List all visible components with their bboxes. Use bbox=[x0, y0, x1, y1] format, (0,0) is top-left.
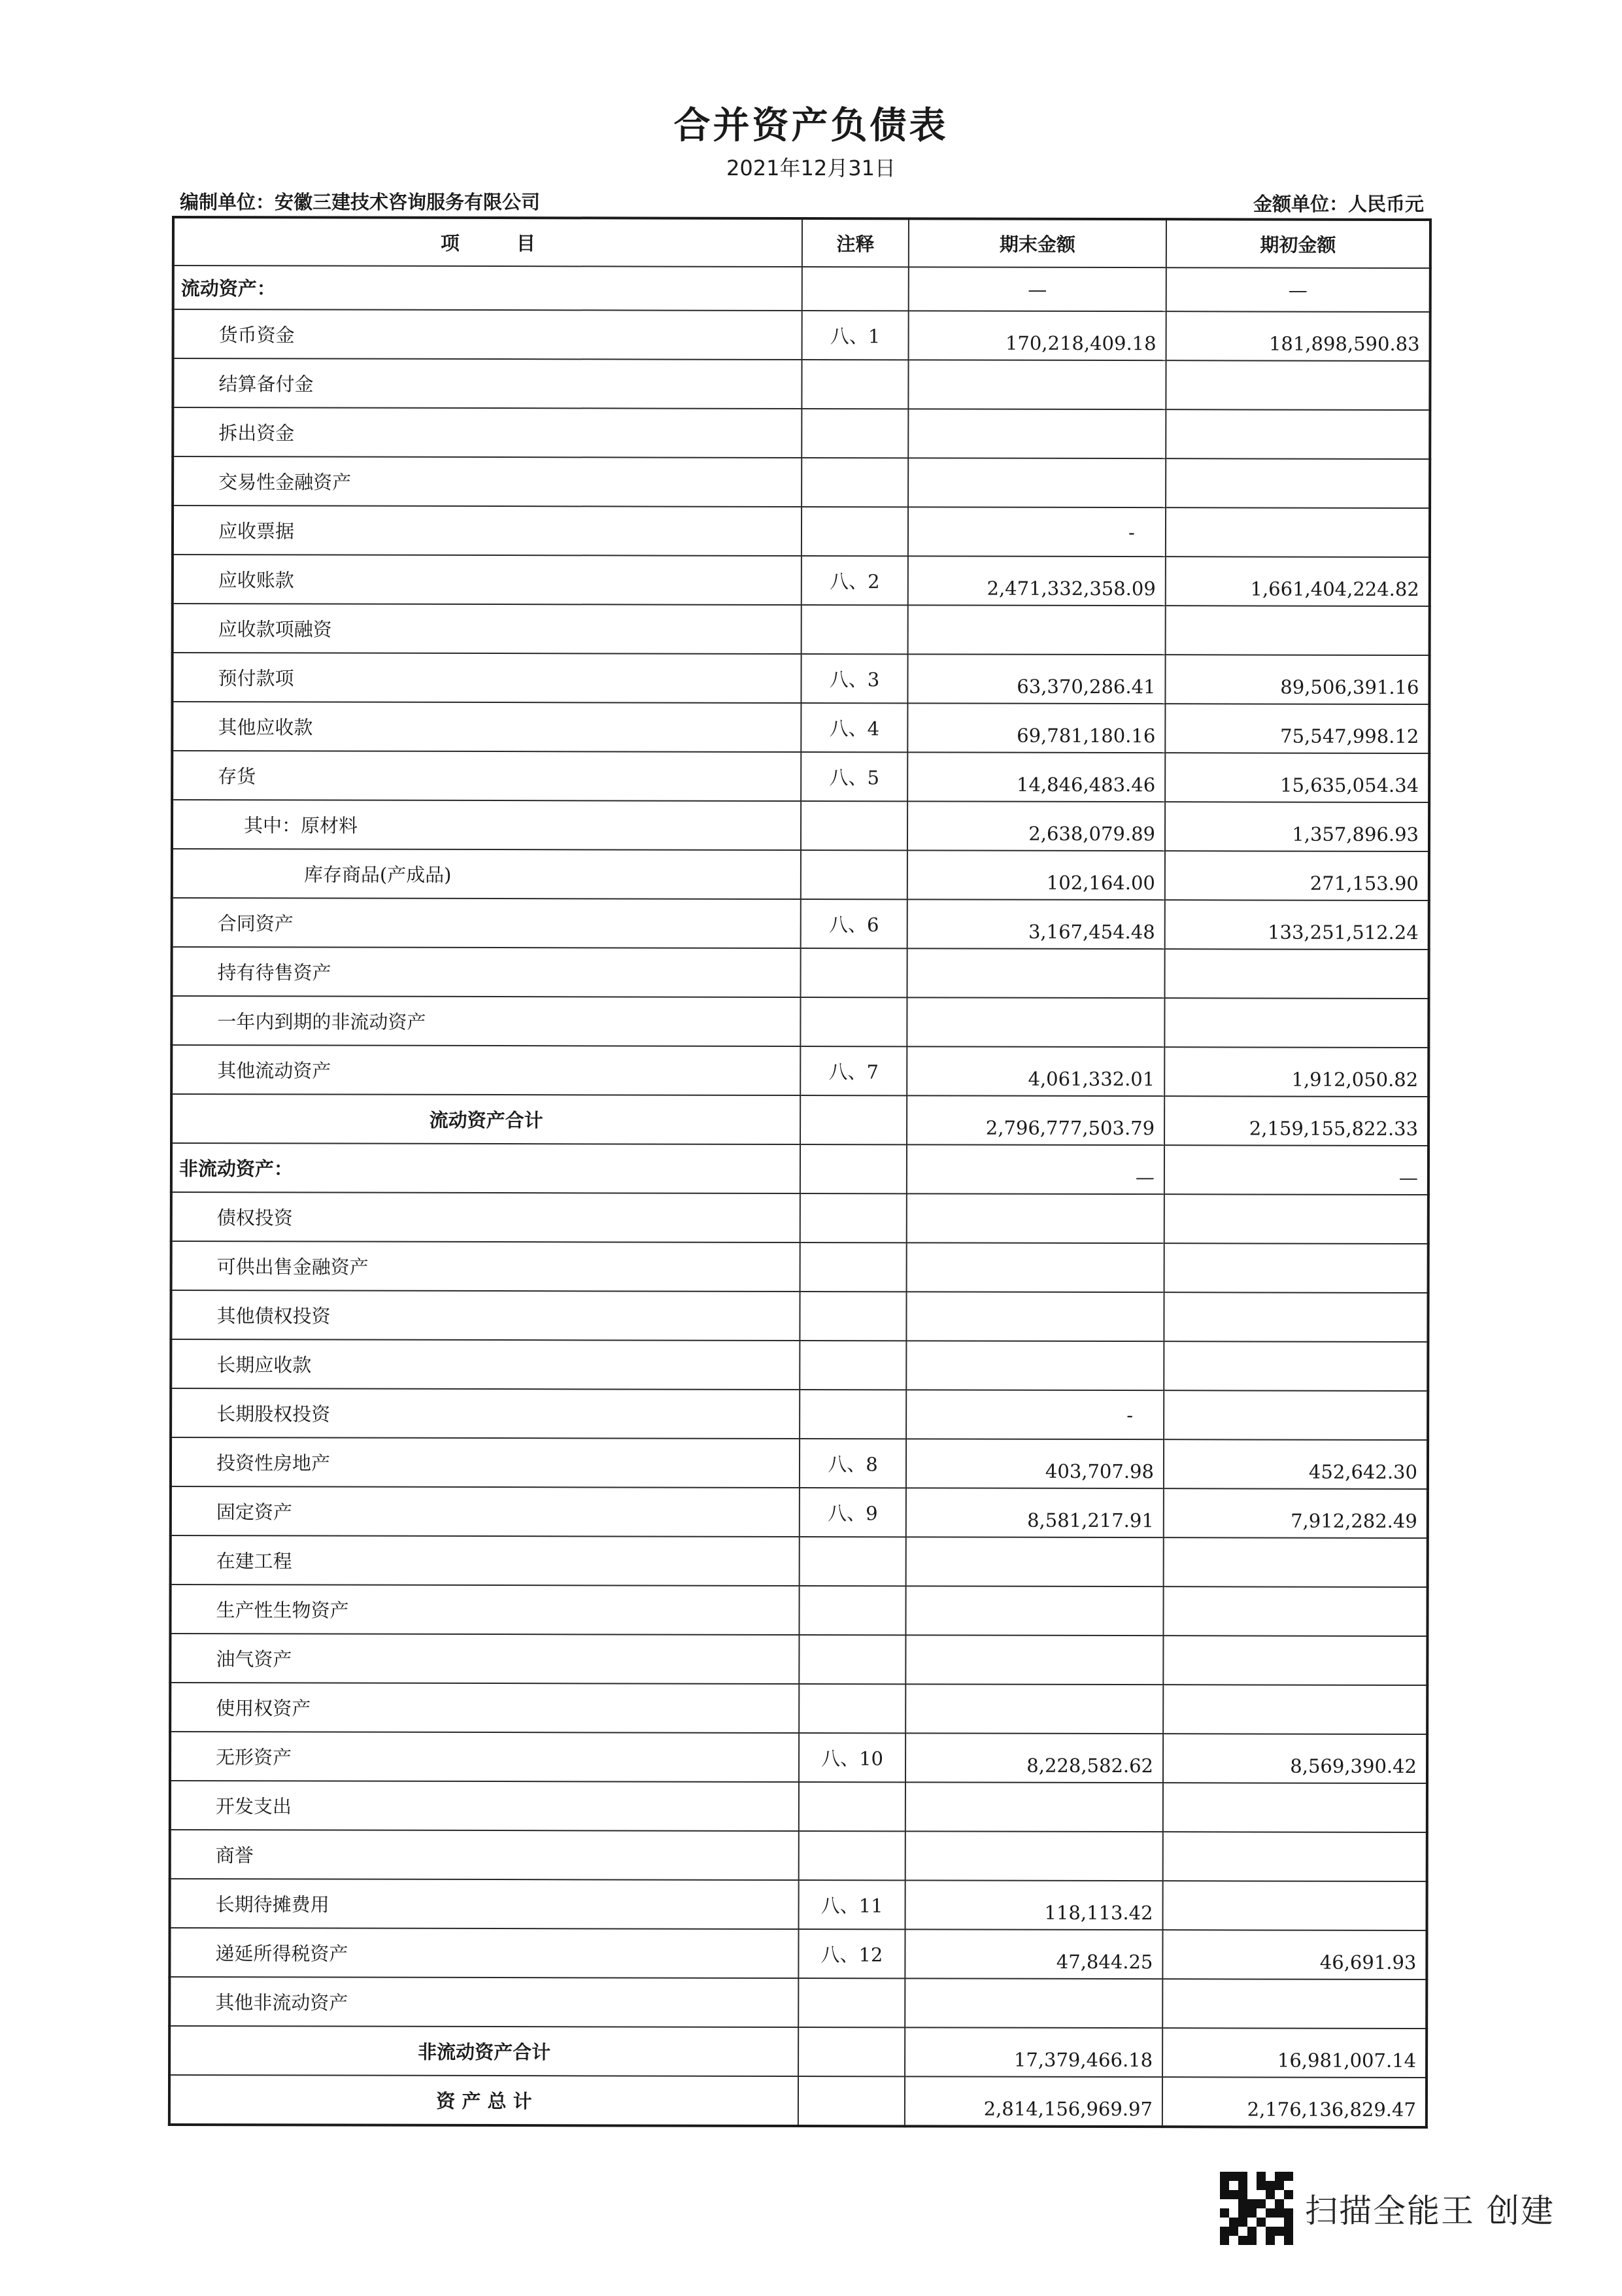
row-end-amount bbox=[908, 605, 1166, 655]
row-note: 八、2 bbox=[802, 556, 908, 605]
table-row bbox=[172, 947, 1429, 999]
table-row bbox=[171, 1241, 1428, 1293]
row-end-amount bbox=[906, 1292, 1164, 1341]
row-begin-amount bbox=[1164, 1243, 1428, 1293]
row-begin-amount bbox=[1163, 1636, 1427, 1685]
row-item-label: 合同资产 bbox=[172, 898, 801, 948]
row-begin-amount bbox=[1164, 998, 1428, 1048]
table-row bbox=[173, 505, 1430, 557]
row-item-label: 结算备付金 bbox=[173, 358, 802, 409]
table-row bbox=[172, 653, 1429, 704]
row-begin-amount: 8,569,390.42 bbox=[1163, 1734, 1427, 1783]
row-item-label: 其他非流动资产 bbox=[169, 1977, 798, 2027]
row-end-amount bbox=[907, 948, 1164, 998]
table-row bbox=[173, 456, 1430, 508]
row-note bbox=[802, 458, 908, 507]
row-begin-amount bbox=[1163, 1783, 1427, 1832]
row-end-amount: 8,581,217.91 bbox=[906, 1488, 1164, 1537]
row-note bbox=[800, 1537, 906, 1586]
row-note bbox=[798, 2027, 905, 2076]
column-header-end-amount: 期末金额 bbox=[909, 218, 1166, 267]
row-end-amount: - bbox=[908, 507, 1166, 557]
row-begin-amount: 46,691.93 bbox=[1162, 1930, 1427, 1979]
currency-unit: 金额单位：人民币元 bbox=[1253, 193, 1424, 215]
row-begin-amount bbox=[1164, 949, 1428, 999]
table-row bbox=[169, 1928, 1427, 1979]
row-note bbox=[798, 2076, 905, 2126]
row-begin-amount bbox=[1163, 1881, 1427, 1930]
row-note bbox=[800, 1242, 907, 1292]
table-row bbox=[173, 358, 1430, 410]
row-end-amount: 102,164.00 bbox=[907, 850, 1165, 900]
row-note: 八、8 bbox=[800, 1439, 906, 1488]
row-end-amount: 69,781,180.16 bbox=[907, 703, 1165, 753]
row-end-amount: 47,844.25 bbox=[905, 1929, 1162, 1979]
table-row bbox=[171, 1437, 1428, 1489]
row-begin-amount: 2,159,155,822.33 bbox=[1164, 1096, 1428, 1146]
row-item-label: 预付款项 bbox=[172, 653, 801, 703]
table-row bbox=[172, 849, 1429, 900]
row-begin-amount: 1,912,050.82 bbox=[1164, 1047, 1428, 1097]
row-end-amount bbox=[906, 1537, 1164, 1586]
row-end-amount: 2,638,079.89 bbox=[907, 801, 1165, 851]
row-note bbox=[802, 360, 908, 409]
row-end-amount: 2,814,156,969.97 bbox=[905, 2076, 1162, 2127]
table-row bbox=[172, 800, 1429, 851]
row-item-label: 油气资产 bbox=[170, 1634, 799, 1684]
row-end-amount bbox=[907, 997, 1164, 1047]
table-row bbox=[171, 1535, 1428, 1587]
row-begin-amount bbox=[1164, 1292, 1428, 1342]
row-item-label: 应收票据 bbox=[173, 505, 802, 556]
row-item-label: 债权投资 bbox=[171, 1192, 800, 1242]
row-end-amount bbox=[907, 1193, 1164, 1243]
table-row bbox=[171, 1192, 1428, 1244]
column-header-note: 注释 bbox=[802, 218, 909, 267]
row-begin-amount: 1,661,404,224.82 bbox=[1166, 557, 1430, 606]
row-end-amount bbox=[905, 1782, 1163, 1832]
row-item-label: 库存商品(产成品) bbox=[172, 849, 801, 899]
row-item-label: 拆出资金 bbox=[173, 407, 802, 458]
row-begin-amount bbox=[1164, 1390, 1428, 1440]
table-row bbox=[171, 996, 1428, 1048]
row-note bbox=[800, 997, 907, 1046]
row-note bbox=[800, 1193, 907, 1242]
row-item-label: 应收账款 bbox=[173, 555, 802, 605]
row-end-amount: — bbox=[907, 1144, 1164, 1194]
table-row bbox=[170, 1683, 1427, 1734]
table-row bbox=[170, 1732, 1427, 1783]
row-note bbox=[800, 948, 907, 997]
table-row bbox=[171, 1290, 1428, 1342]
row-item-label: 其他应收款 bbox=[172, 702, 801, 752]
row-end-amount bbox=[905, 1635, 1163, 1685]
row-begin-amount bbox=[1163, 1586, 1427, 1636]
row-begin-amount bbox=[1163, 1685, 1427, 1734]
row-item-label: 长期股权投资 bbox=[171, 1388, 800, 1439]
balance-sheet-table bbox=[168, 216, 1432, 2129]
row-item-label: 一年内到期的非流动资产 bbox=[171, 996, 800, 1046]
row-note bbox=[799, 1782, 905, 1831]
row-begin-amount bbox=[1164, 1194, 1428, 1244]
row-end-amount: 14,846,483.46 bbox=[907, 752, 1165, 802]
row-begin-amount: 271,153.90 bbox=[1165, 851, 1429, 900]
row-end-amount: 170,218,409.18 bbox=[909, 311, 1166, 360]
qr-code-icon bbox=[1220, 2172, 1293, 2245]
table-row bbox=[173, 266, 1430, 312]
row-item-label: 其他债权投资 bbox=[171, 1290, 800, 1341]
row-note bbox=[802, 267, 909, 311]
row-begin-amount bbox=[1166, 409, 1430, 459]
row-item-label: 长期待摊费用 bbox=[170, 1879, 799, 1929]
row-begin-amount: 16,981,007.14 bbox=[1162, 2028, 1427, 2078]
row-end-amount bbox=[907, 1242, 1164, 1292]
row-item-label: 在建工程 bbox=[171, 1535, 800, 1586]
table-row bbox=[169, 2026, 1427, 2078]
row-note: 八、4 bbox=[801, 703, 907, 752]
row-item-label: 流动资产： bbox=[173, 266, 802, 311]
row-note bbox=[802, 605, 908, 654]
row-begin-amount bbox=[1166, 606, 1430, 655]
row-item-label: 持有待售资产 bbox=[172, 947, 801, 997]
row-note: 八、5 bbox=[801, 752, 907, 801]
table-row bbox=[173, 407, 1430, 459]
table-row bbox=[170, 1585, 1427, 1636]
row-begin-amount bbox=[1164, 1341, 1428, 1391]
row-note: 八、10 bbox=[799, 1733, 905, 1782]
row-begin-amount bbox=[1164, 1537, 1428, 1587]
row-item-label: 商誉 bbox=[170, 1830, 799, 1880]
table-row bbox=[170, 1634, 1427, 1685]
row-item-label: 应收款项融资 bbox=[173, 604, 802, 654]
row-note bbox=[800, 1144, 907, 1193]
row-end-amount bbox=[908, 458, 1166, 507]
row-note bbox=[799, 1635, 905, 1684]
column-header-item: 项 目 bbox=[173, 217, 802, 267]
table-row bbox=[171, 1339, 1428, 1391]
column-header-begin-amount: 期初金额 bbox=[1166, 219, 1430, 268]
row-begin-amount: 181,898,590.83 bbox=[1166, 311, 1430, 361]
row-item-label: 长期应收款 bbox=[171, 1339, 800, 1390]
row-end-amount: 3,167,454.48 bbox=[907, 899, 1165, 949]
row-begin-amount: 2,176,136,829.47 bbox=[1162, 2077, 1427, 2127]
table-row bbox=[171, 1486, 1428, 1538]
table-row bbox=[172, 898, 1429, 950]
table-header-row bbox=[173, 217, 1430, 268]
row-begin-amount bbox=[1166, 360, 1430, 410]
row-note bbox=[798, 1978, 905, 2027]
table-row bbox=[169, 1977, 1427, 2029]
row-note bbox=[802, 409, 908, 458]
row-item-label: 货币资金 bbox=[173, 309, 802, 360]
row-item-label: 其中：原材料 bbox=[172, 800, 801, 850]
row-note bbox=[800, 1095, 907, 1144]
row-end-amount bbox=[905, 1978, 1162, 2028]
row-item-label: 交易性金融资产 bbox=[173, 456, 802, 507]
row-end-amount: - bbox=[906, 1390, 1164, 1439]
row-note: 八、9 bbox=[800, 1488, 906, 1537]
row-begin-amount: 1,357,896.93 bbox=[1165, 802, 1429, 851]
row-begin-amount: 7,912,282.49 bbox=[1164, 1488, 1428, 1538]
row-end-amount: 63,370,286.41 bbox=[907, 654, 1165, 704]
row-note bbox=[799, 1831, 905, 1880]
row-end-amount: 403,707.98 bbox=[906, 1439, 1164, 1488]
row-end-amount: 17,379,466.18 bbox=[905, 2027, 1162, 2077]
row-note: 八、1 bbox=[802, 311, 909, 360]
row-end-amount bbox=[908, 409, 1166, 458]
row-end-amount: 2,471,332,358.09 bbox=[908, 556, 1166, 606]
row-end-amount bbox=[905, 1684, 1163, 1734]
row-begin-amount: 75,547,998.12 bbox=[1165, 704, 1429, 753]
row-begin-amount bbox=[1166, 458, 1430, 508]
row-note bbox=[799, 1586, 905, 1635]
row-end-amount: 8,228,582.62 bbox=[905, 1733, 1163, 1783]
table-row bbox=[170, 1879, 1427, 1930]
row-end-amount bbox=[906, 1341, 1164, 1390]
row-end-amount: 4,061,332.01 bbox=[907, 1046, 1164, 1096]
row-begin-amount bbox=[1166, 507, 1430, 557]
row-item-label: 开发支出 bbox=[170, 1781, 799, 1831]
row-item-label: 固定资产 bbox=[171, 1486, 800, 1537]
row-note bbox=[800, 1292, 906, 1341]
row-begin-amount bbox=[1162, 1979, 1427, 2029]
row-item-label: 流动资产合计 bbox=[171, 1094, 800, 1144]
row-end-amount bbox=[908, 360, 1166, 409]
table-row bbox=[170, 1781, 1427, 1832]
table-row bbox=[170, 1830, 1427, 1881]
table-row bbox=[173, 604, 1430, 655]
row-begin-amount: 15,635,054.34 bbox=[1165, 753, 1429, 802]
row-item-label: 无形资产 bbox=[170, 1732, 799, 1782]
row-end-amount: 2,796,777,503.79 bbox=[907, 1095, 1164, 1145]
row-note bbox=[800, 1341, 906, 1390]
row-item-label: 使用权资产 bbox=[170, 1683, 799, 1733]
row-item-label: 可供出售金融资产 bbox=[171, 1241, 800, 1292]
row-item-label: 投资性房地产 bbox=[171, 1437, 800, 1488]
row-item-label: 资 产 总 计 bbox=[169, 2075, 798, 2126]
table-row bbox=[171, 1388, 1428, 1440]
row-item-label: 非流动资产： bbox=[171, 1143, 800, 1193]
row-begin-amount: — bbox=[1166, 267, 1430, 312]
row-begin-amount: 89,506,391.16 bbox=[1165, 655, 1429, 704]
row-item-label: 生产性生物资产 bbox=[170, 1585, 799, 1635]
row-item-label: 其他流动资产 bbox=[171, 1045, 800, 1095]
preparing-entity: 编制单位：安徽三建技术咨询服务有限公司 bbox=[180, 191, 541, 213]
row-note: 八、3 bbox=[801, 654, 907, 703]
row-note bbox=[802, 507, 908, 556]
scanner-watermark bbox=[1220, 2169, 1555, 2248]
row-note: 八、12 bbox=[798, 1929, 905, 1978]
row-begin-amount bbox=[1163, 1832, 1427, 1881]
table-row bbox=[173, 555, 1430, 606]
row-note: 八、7 bbox=[800, 1046, 907, 1095]
row-begin-amount: 452,642.30 bbox=[1164, 1439, 1428, 1489]
row-end-amount bbox=[905, 1831, 1163, 1881]
row-end-amount: — bbox=[909, 267, 1166, 311]
row-item-label: 存货 bbox=[172, 751, 801, 801]
row-note: 八、11 bbox=[799, 1880, 905, 1929]
table-row bbox=[169, 2075, 1427, 2127]
table-row bbox=[171, 1094, 1428, 1146]
row-note bbox=[800, 1390, 906, 1439]
table-row bbox=[173, 309, 1430, 361]
row-note bbox=[801, 850, 907, 899]
report-date: 2021年12月31日 bbox=[726, 156, 896, 180]
row-begin-amount: — bbox=[1164, 1145, 1428, 1195]
table-row bbox=[172, 751, 1429, 802]
row-item-label: 非流动资产合计 bbox=[169, 2026, 798, 2076]
row-note: 八、6 bbox=[801, 899, 907, 948]
row-item-label: 递延所得税资产 bbox=[169, 1928, 798, 1978]
table-row bbox=[171, 1045, 1428, 1097]
table-row bbox=[172, 702, 1429, 753]
scanner-brand: 扫描全能王 创建 bbox=[1305, 2192, 1555, 2230]
row-end-amount: 118,113.42 bbox=[905, 1880, 1163, 1930]
row-note bbox=[801, 801, 907, 850]
row-note bbox=[799, 1684, 905, 1733]
table-row bbox=[171, 1143, 1428, 1195]
row-end-amount bbox=[905, 1586, 1163, 1636]
row-begin-amount: 133,251,512.24 bbox=[1165, 900, 1429, 950]
page-title: 合并资产负债表 bbox=[673, 105, 949, 147]
